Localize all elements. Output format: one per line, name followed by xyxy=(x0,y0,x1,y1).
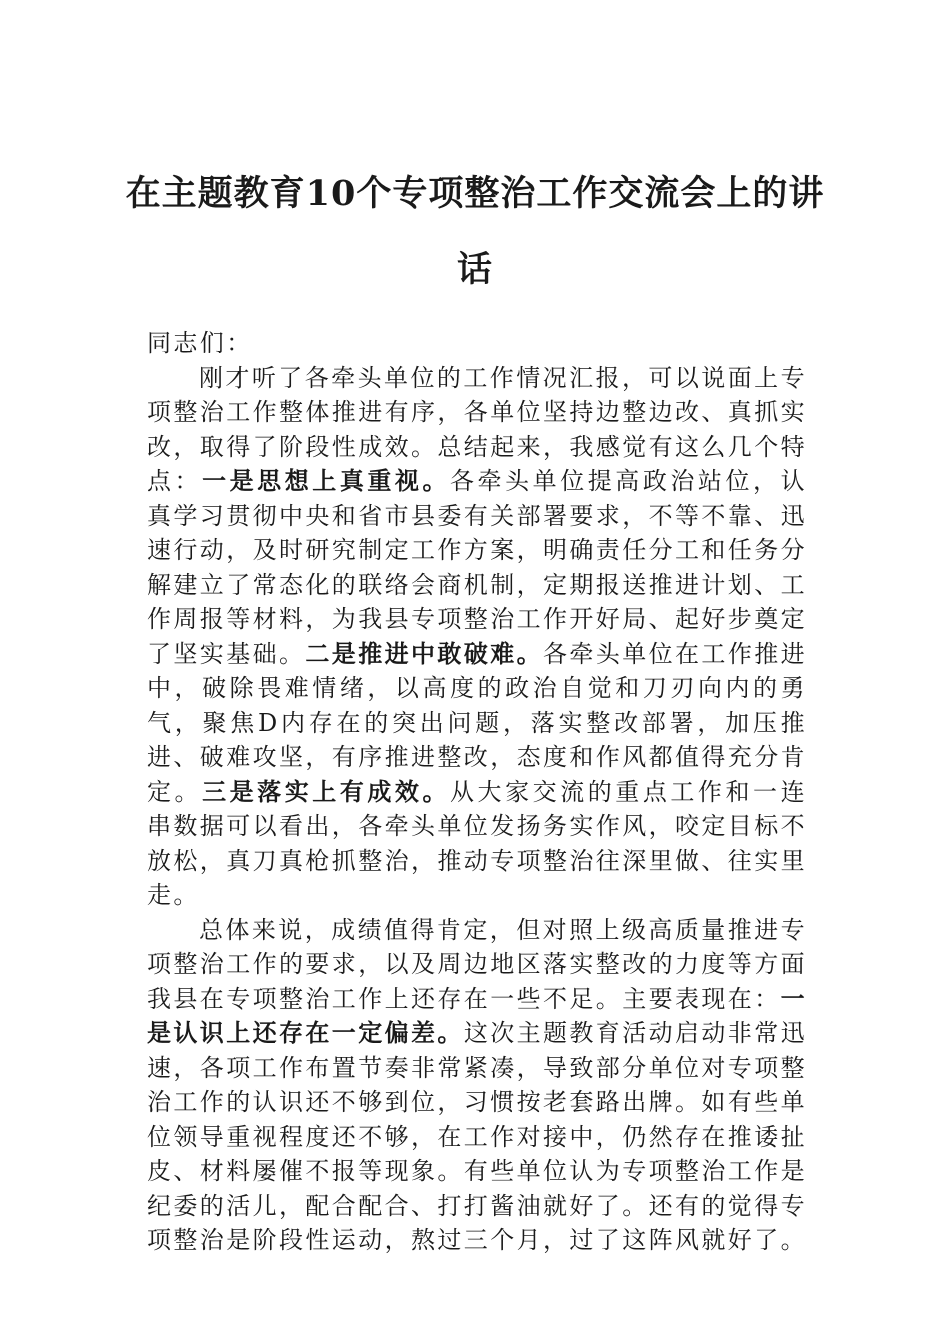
bold-point-heading: 一是认识上还存在一定偏差。 xyxy=(147,983,808,1047)
paragraph-text: 刚才听了各牵头单位的工作情况汇报，可以说面上专项整治工作整体推进有序，各单位坚持边整边改、真抓实改，取得了阶段性成效。总结起来，我感觉有这么几个特点： xyxy=(147,363,807,495)
bold-point-heading: 二是推进中敢破难。 xyxy=(305,638,544,668)
body-paragraph-1 xyxy=(147,361,807,913)
bold-point-heading: 一是思想上真重视。 xyxy=(202,466,451,495)
bold-point-heading: 三是落实上有成效。 xyxy=(202,776,451,806)
salutation: 同志们： xyxy=(147,329,253,357)
paragraph-text: 从大家交流的重点工作和一连串数据可以看出，各牵头单位发扬务实作风，咬定目标不放松，真刀真枪抓整治，推动专项整治往深里做、往实里走。 xyxy=(147,777,807,909)
paragraph-text: 各牵头单位提高政治站位，认真学习贯彻中央和省市县委有关部署要求，不等不靠、迅速行动，及时研究制定工作方案，明确责任分工和任务分解建立了常态化的联络会商机制，定期报送推进计划、工作周报等材料，为我县专项整治工作开好局、起好步奠定了坚实基础。 xyxy=(147,467,807,668)
document-title: 在主题教育10个专项整治工作交流会上的讲话 xyxy=(125,173,825,290)
paragraph-text: 各牵头单位在工作推进中，破除畏难情绪，以高度的政治自觉和刀刃向内的勇气，聚焦D内存在的突出问题，落实整改部署，加压推进、破难攻坚，有序推进整改，态度和作风都值得充分肯定。 xyxy=(147,639,808,806)
document-body xyxy=(147,326,807,1258)
paragraph-text: 总体来说，成绩值得肯定，但对照上级高质量推进专项整治工作的要求，以及周边地区落实整改的力度等方面我县在专项整治工作上还存在一些不足。主要表现在： xyxy=(147,915,807,1013)
body-paragraph-2 xyxy=(147,913,807,1258)
paragraph-text: 这次主题教育活动启动非常迅速，各项工作布置节奏非常紧凑，导致部分单位对专项整治工作的认识还不够到位，习惯按老套路出牌。如有些单位领导重视程度还不够，在工作对接中，仍然存在推诿扯皮、材料屡催不报等现象。有些单位认为专项整治工作是纪委的活儿，配合配合、打打酱油就好了。还有的觉得专项整治是阶段性运动，熬过三个月，过了这阵风就好了。 xyxy=(147,1019,808,1254)
